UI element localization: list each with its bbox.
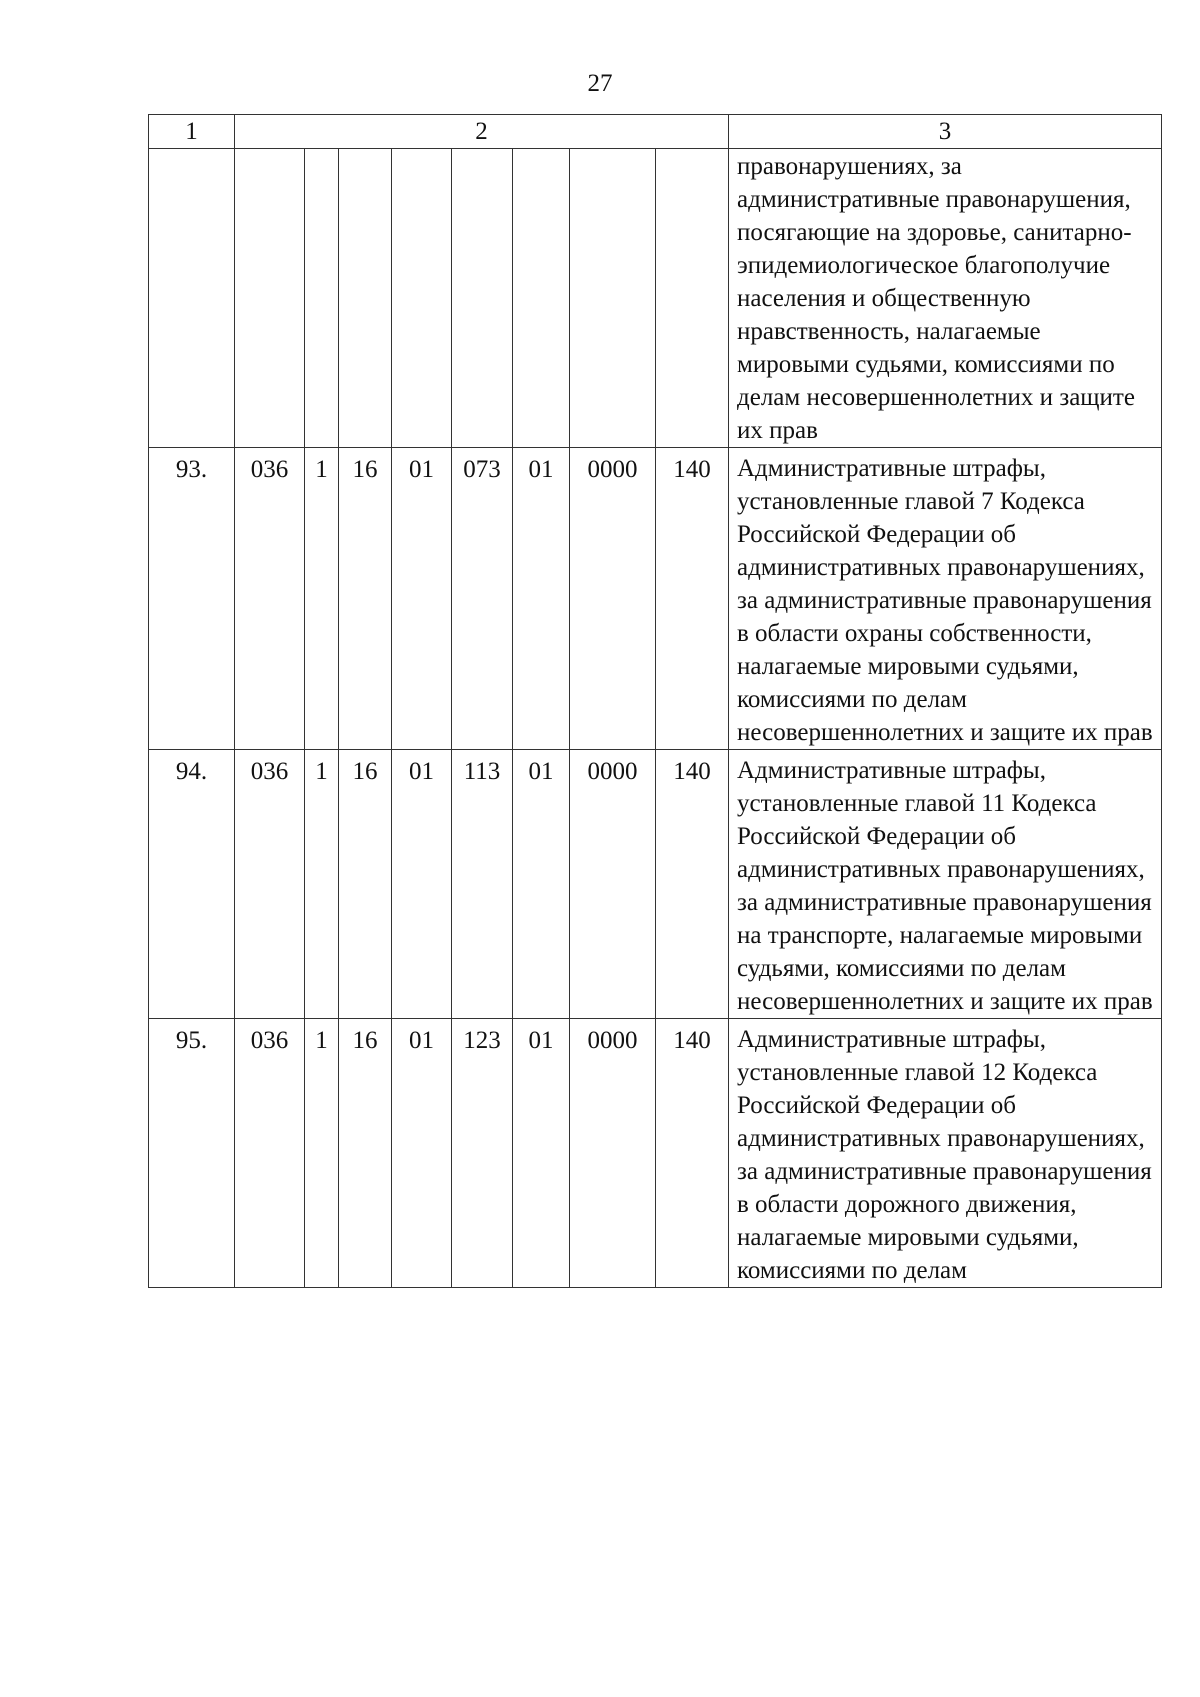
code-article: 01	[392, 750, 452, 1019]
code-admin: 036	[235, 1019, 305, 1288]
empty-cell	[513, 149, 570, 448]
header-col-3: 3	[729, 115, 1162, 149]
empty-cell	[235, 149, 305, 448]
empty-cell	[149, 149, 235, 448]
continuation-description: правонарушениях, за административные правонарушения, посягающие на здоровье, санитарно-эпидемиологическое благополучие населения и общественную нравственность, налагаемые мировыми судьями, комиссиями по делам несовершеннолетних и защите их прав	[729, 149, 1162, 448]
empty-cell	[339, 149, 392, 448]
header-col-1: 1	[149, 115, 235, 149]
code-group: 1	[305, 448, 339, 750]
code-subarticle: 123	[452, 1019, 513, 1288]
code-subgroup: 16	[339, 448, 392, 750]
row-number: 95.	[149, 1019, 235, 1288]
empty-cell	[452, 149, 513, 448]
code-program: 0000	[570, 448, 656, 750]
row-description: Административные штрафы, установленные главой 11 Кодекса Российской Федерации об административных правонарушениях, за административные правонарушения на транспорте, налагаемые мировыми судьями, комиссиями по делам несовершеннолетних и защите их прав	[729, 750, 1162, 1019]
code-admin: 036	[235, 448, 305, 750]
budget-codes-table	[148, 114, 1162, 1288]
table-row-continuation	[149, 149, 1162, 448]
row-number: 93.	[149, 448, 235, 750]
code-admin: 036	[235, 750, 305, 1019]
code-element: 01	[513, 448, 570, 750]
page-number: 27	[587, 70, 613, 97]
header-col-2: 2	[235, 115, 729, 149]
code-article: 01	[392, 1019, 452, 1288]
empty-cell	[570, 149, 656, 448]
row-description: Административные штрафы, установленные главой 12 Кодекса Российской Федерации об административных правонарушениях, за административные правонарушения в области дорожного движения, налагаемые мировыми судьями, комиссиями по делам	[729, 1019, 1162, 1288]
table-row	[149, 750, 1162, 1019]
empty-cell	[656, 149, 729, 448]
code-subgroup: 16	[339, 1019, 392, 1288]
code-subarticle: 073	[452, 448, 513, 750]
row-description: Административные штрафы, установленные главой 7 Кодекса Российской Федерации об административных правонарушениях, за административные правонарушения в области охраны собственности, налагаемые мировыми судьями, комиссиями по делам несовершеннолетних и защите их прав	[729, 448, 1162, 750]
empty-cell	[392, 149, 452, 448]
code-element: 01	[513, 1019, 570, 1288]
code-group: 1	[305, 1019, 339, 1288]
table-row	[149, 448, 1162, 750]
code-program: 0000	[570, 750, 656, 1019]
code-subgroup: 16	[339, 750, 392, 1019]
code-classification: 140	[656, 1019, 729, 1288]
table-header-row	[149, 115, 1162, 149]
code-group: 1	[305, 750, 339, 1019]
code-classification: 140	[656, 750, 729, 1019]
table-row	[149, 1019, 1162, 1288]
code-program: 0000	[570, 1019, 656, 1288]
empty-cell	[305, 149, 339, 448]
code-subarticle: 113	[452, 750, 513, 1019]
code-classification: 140	[656, 448, 729, 750]
code-element: 01	[513, 750, 570, 1019]
code-article: 01	[392, 448, 452, 750]
row-number: 94.	[149, 750, 235, 1019]
